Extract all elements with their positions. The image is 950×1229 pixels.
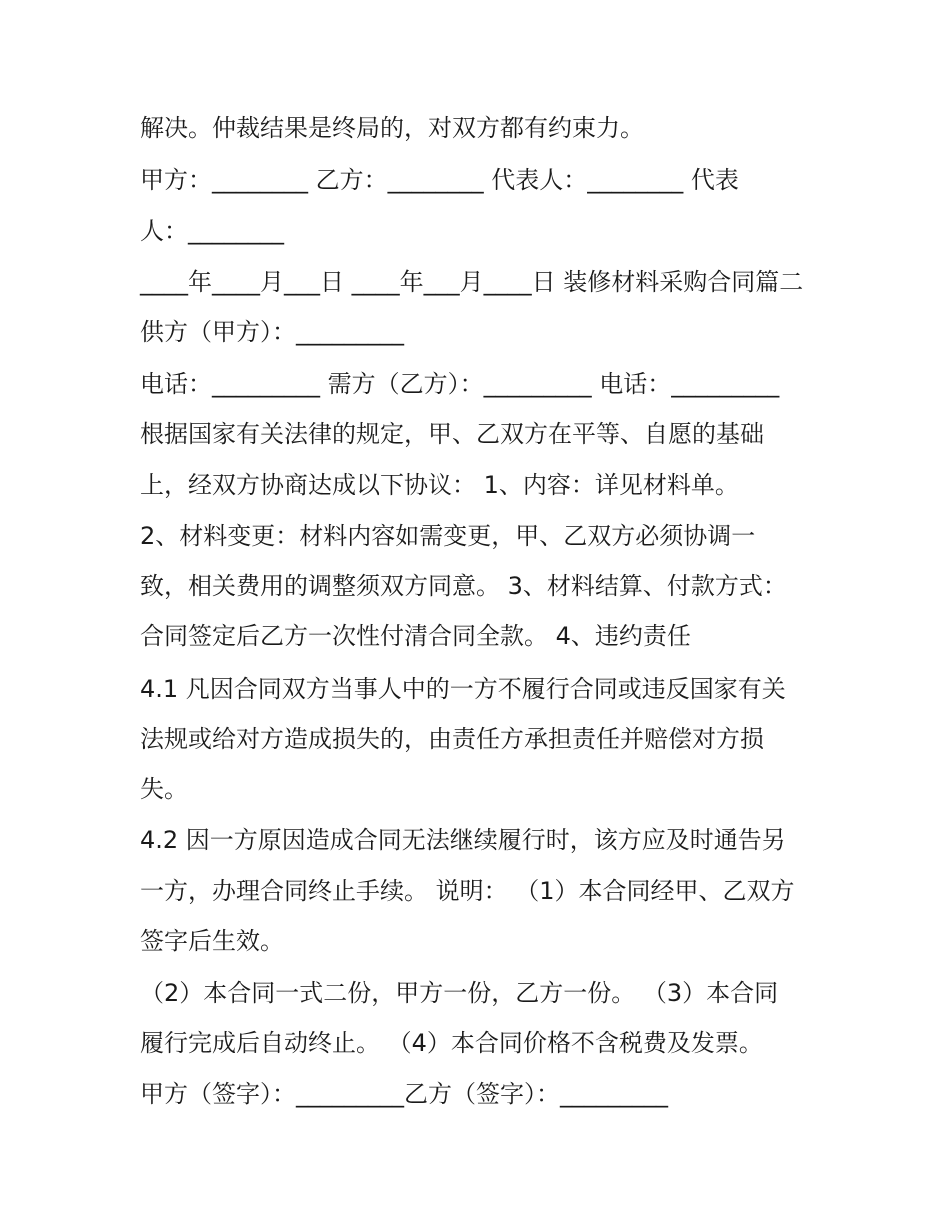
text-line: 供方（甲方）：_________	[140, 318, 404, 346]
text-line: ____年____月___日 ____年___月____日 装修材料采购合同篇二	[140, 268, 804, 296]
text-line: 人：________	[140, 217, 284, 245]
text-line: 致，相关费用的调整须双方同意。 3、材料结算、付款方式：	[140, 572, 787, 600]
text-line: 4.1 凡因合同双方当事人中的一方不履行合同或违反国家有关	[140, 675, 786, 703]
text-line: 履行完成后自动终止。 （4）本合同价格不含税费及发票。	[140, 1029, 763, 1057]
text-line: （2）本合同一式二份，甲方一份，乙方一份。 （3）本合同	[140, 979, 779, 1007]
text-line: 上，经双方协商达成以下协议： 1、内容：详见材料单。	[140, 471, 739, 499]
text-line: 一方，办理合同终止手续。 说明： （1）本合同经甲、乙双方	[140, 877, 795, 905]
text-line: 法规或给对方造成损失的，由责任方承担责任并赔偿对方损	[140, 725, 764, 753]
text-line: 4.2 因一方原因造成合同无法继续履行时，该方应及时通告另	[140, 826, 786, 854]
text-line: 合同签定后乙方一次性付清合同全款。 4、违约责任	[140, 622, 691, 650]
text-line: 失。	[140, 775, 188, 803]
text-line: 2、材料变更：材料内容如需变更，甲、乙双方必须协调一	[140, 522, 756, 550]
text-line: 根据国家有关法律的规定，甲、乙双方在平等、自愿的基础	[140, 420, 764, 448]
text-line: 甲方（签字）：_________乙方（签字）：_________	[140, 1080, 668, 1108]
text-line: 签字后生效。	[140, 927, 284, 955]
text-line: 解决。仲裁结果是终局的，对双方都有约束力。	[140, 114, 644, 142]
text-line: 电话：_________ 需方（乙方）：_________ 电话：_________	[140, 370, 780, 398]
text-line: 甲方：________ 乙方：________ 代表人：________ 代表	[140, 166, 739, 194]
